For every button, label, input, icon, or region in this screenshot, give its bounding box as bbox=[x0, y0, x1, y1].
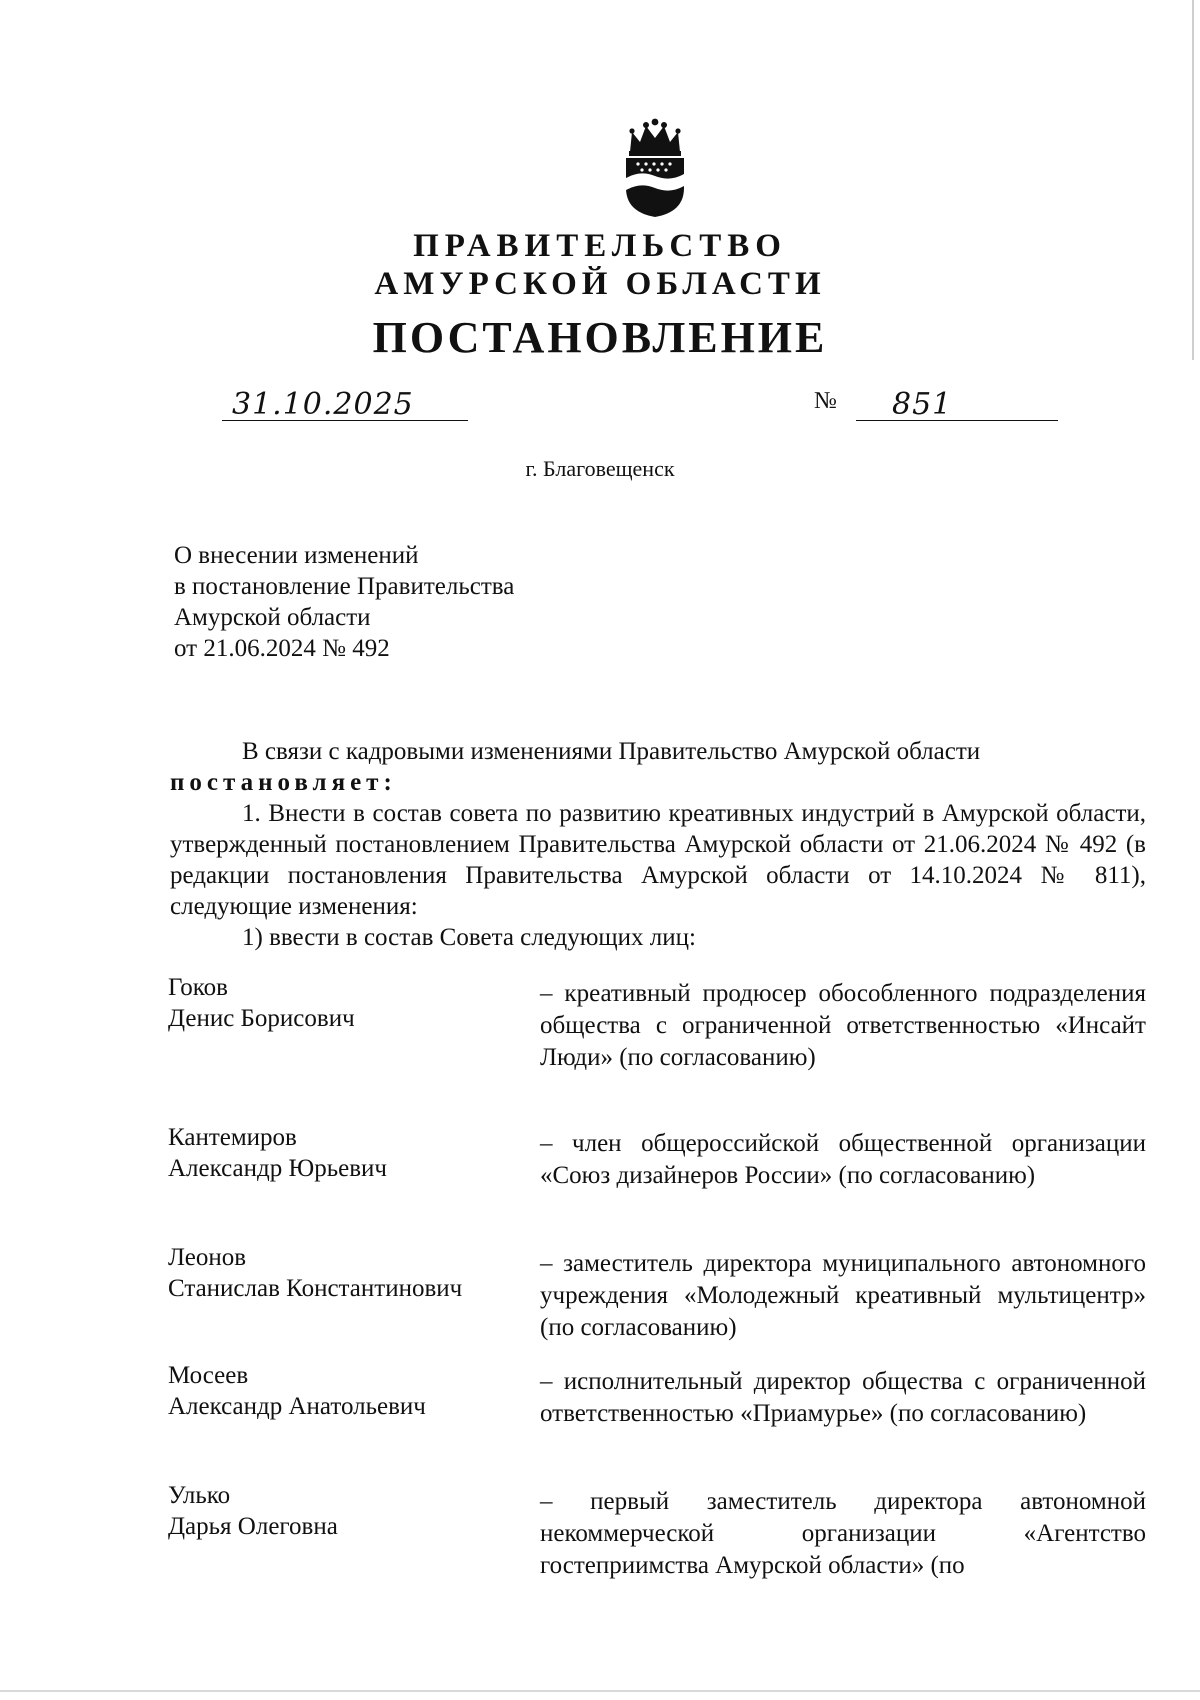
scan-edge-bottom bbox=[0, 1690, 1200, 1692]
member-name bbox=[168, 1242, 528, 1304]
member-name bbox=[168, 1122, 528, 1184]
document-type-title: ПОСТАНОВЛЕНИЕ bbox=[372, 313, 828, 362]
member-given-name: Дарья Олеговна bbox=[168, 1513, 338, 1540]
member-surname: Гоков bbox=[168, 974, 228, 1001]
member-name bbox=[168, 972, 528, 1034]
amur-region-coat-of-arms-icon bbox=[618, 118, 692, 218]
member-description: – первый заместитель директора автономной некоммерческой организации «Агентство гостеприимства Амурской области» (по bbox=[540, 1488, 1146, 1579]
member-name bbox=[168, 1360, 528, 1422]
member-description: – заместитель директора муниципального автономного учреждения «Молодежный креативный мультицентр» (по согласованию) bbox=[540, 1250, 1146, 1341]
date-field bbox=[222, 384, 468, 421]
member-surname: Леонов bbox=[168, 1244, 247, 1271]
handwritten-date: 31.10.2025 bbox=[232, 387, 414, 422]
number-sign: № bbox=[814, 388, 837, 414]
member-surname: Мосеев bbox=[168, 1362, 249, 1389]
member-description: – исполнительный директор общества с ограниченной ответственностью «Приамурье» (по согласованию) bbox=[540, 1368, 1146, 1427]
member-name bbox=[168, 1480, 528, 1542]
member-given-name: Денис Борисович bbox=[168, 1005, 355, 1032]
subject-line: О внесении изменений bbox=[174, 542, 419, 569]
city-line: г. Благовещенск bbox=[525, 456, 675, 481]
handwritten-number: 851 bbox=[892, 387, 953, 422]
document-subject bbox=[174, 540, 514, 664]
item-1-paragraph: 1. Внести в состав совета по развитию креативных индустрий в Амурской области, утвержденный постановлением Правительства Амурской области от 21.06.2024 № 492 (в редакции постановления Правительства Амурской области от 14.10.2024 № 811), следующие изменения: bbox=[170, 800, 1146, 920]
government-title-line2: АМУРСКОЙ ОБЛАСТИ bbox=[374, 266, 826, 302]
number-field bbox=[856, 384, 1058, 421]
member-given-name: Станислав Константинович bbox=[168, 1275, 463, 1302]
member-description: – креативный продюсер обособленного подразделения общества с ограниченной ответственностью «Инсайт Люди» (по согласованию) bbox=[540, 980, 1146, 1071]
subject-line: от 21.06.2024 № 492 bbox=[174, 635, 390, 662]
member-surname: Улько bbox=[168, 1482, 231, 1509]
subitem-1-paragraph: 1) ввести в состав Совета следующих лиц: bbox=[242, 924, 696, 951]
resolves-word: постановляет: bbox=[170, 769, 397, 796]
subject-line: Амурской области bbox=[174, 604, 371, 631]
member-given-name: Александр Анатольевич bbox=[168, 1393, 426, 1420]
member-surname: Кантемиров bbox=[168, 1124, 297, 1151]
subject-line: в постановление Правительства bbox=[174, 573, 515, 600]
member-description: – член общероссийской общественной организации «Союз дизайнеров России» (по согласованию) bbox=[540, 1130, 1146, 1189]
scan-edge-right bbox=[1192, 0, 1194, 360]
intro-paragraph: В связи с кадровыми изменениями Правительство Амурской области bbox=[242, 738, 981, 765]
member-given-name: Александр Юрьевич bbox=[168, 1155, 387, 1182]
government-title-line1: ПРАВИТЕЛЬСТВО bbox=[413, 228, 787, 264]
